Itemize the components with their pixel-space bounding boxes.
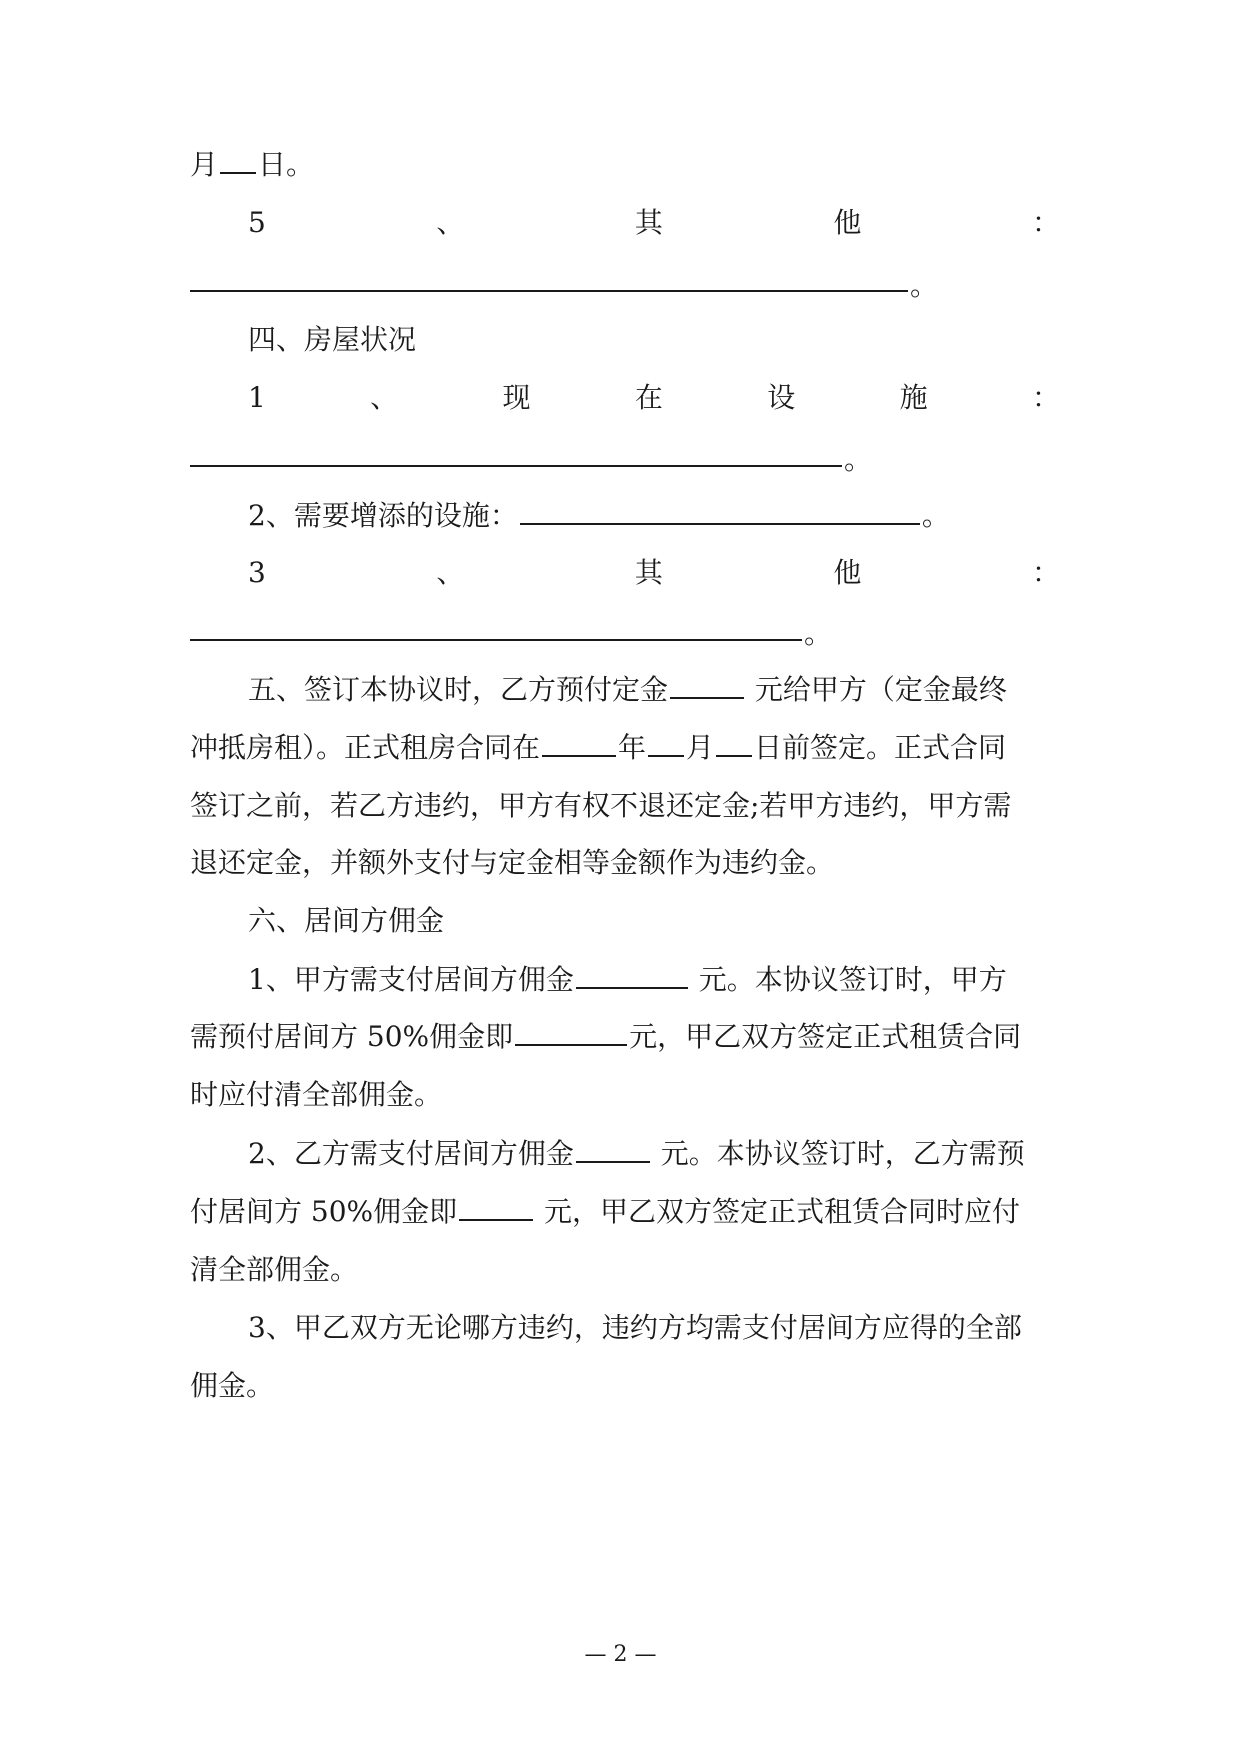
item6-1-text2: 元。本协议签订时，甲方 <box>698 963 1007 996</box>
month-text2: 月 <box>686 731 715 764</box>
item4-3-colon: ： <box>1031 556 1060 589</box>
item4-3-separator: 、 <box>436 556 465 589</box>
item5-period: 。 <box>910 269 939 302</box>
item5-colon: ： <box>1031 206 1060 239</box>
item4-1-colon: ： <box>1031 381 1060 414</box>
item4-3-number: 3 <box>248 556 266 589</box>
item6-2-text3: 付居间方 50%佣金即 <box>190 1195 458 1228</box>
item4-1-separator: 、 <box>370 381 399 414</box>
item4-1-fill-line[interactable] <box>190 465 842 467</box>
item6-1-text1: 1、甲方需支付居间方佣金 <box>248 963 574 996</box>
day-blank2[interactable] <box>716 731 752 757</box>
section5-line1 <box>248 670 1060 710</box>
year-text: 年 <box>618 731 647 764</box>
item6-1-text3: 需预付居间方 50%佣金即 <box>190 1020 514 1053</box>
party-b-commission-blank[interactable] <box>576 1137 650 1163</box>
item4-3-fill-line[interactable] <box>190 639 802 641</box>
section5-line2 <box>190 728 1060 768</box>
day-blank[interactable] <box>220 148 256 174</box>
section5-text3: 冲抵房租）。正式租房合同在 <box>190 731 541 764</box>
item4-3-word2: 他 <box>833 556 862 589</box>
section5-line3: 签订之前，若乙方违约，甲方有权不退还定金;若甲方违约，甲方需 <box>190 789 1012 822</box>
item4-1-line <box>248 378 1060 418</box>
year-blank[interactable] <box>542 731 616 757</box>
day-text: 日。 <box>258 148 315 181</box>
section6-item2-line3: 清全部佣金。 <box>190 1253 359 1286</box>
item6-2-text2: 元。本协议签订时，乙方需预 <box>660 1137 1025 1170</box>
page-number: — 2 — <box>584 1642 657 1667</box>
item5-number: 5 <box>248 206 266 239</box>
section6-item1-line2 <box>190 1017 1060 1057</box>
item4-1-word2: 在 <box>634 381 663 414</box>
item4-1-period: 。 <box>844 443 873 476</box>
deposit-blank[interactable] <box>670 673 744 699</box>
section4-title: 四、房屋状况 <box>248 323 417 356</box>
party-b-prepay-blank[interactable] <box>459 1195 533 1221</box>
section5-text1: 五、签订本协议时，乙方预付定金 <box>248 673 669 706</box>
item6-1-text4: 元，甲乙双方签定正式租赁合同 <box>629 1020 1022 1053</box>
item4-1-number: 1 <box>248 381 266 414</box>
section5-text2: 元给甲方（定金最终 <box>754 673 1007 706</box>
item5-separator: 、 <box>436 206 465 239</box>
month-text: 月 <box>190 148 219 181</box>
item5-line <box>248 203 1060 243</box>
item6-2-text1: 2、乙方需支付居间方佣金 <box>248 1137 574 1170</box>
item4-2-period: 。 <box>921 499 950 532</box>
item4-1-word3: 设 <box>767 381 796 414</box>
item4-3-word1: 其 <box>634 556 663 589</box>
item4-1-word1: 现 <box>502 381 531 414</box>
month-blank[interactable] <box>648 731 684 757</box>
section6-item1-line3: 时应付清全部佣金。 <box>190 1078 443 1111</box>
section6-item3-line1: 3、甲乙双方无论哪方违约，违约方均需支付居间方应得的全部 <box>248 1311 1022 1344</box>
section6-item1-line1 <box>248 960 1060 1000</box>
section5-line4: 退还定金，并额外支付与定金相等金额作为违约金。 <box>190 846 835 879</box>
item5-word2: 他 <box>833 206 862 239</box>
section6-item3-line2: 佣金。 <box>190 1369 275 1402</box>
item5-fill-line[interactable] <box>190 290 908 292</box>
section6-title: 六、居间方佣金 <box>248 904 445 937</box>
item4-3-period: 。 <box>804 617 833 650</box>
item4-2-line <box>248 496 1060 536</box>
month-day-line <box>190 145 1060 185</box>
item4-1-word4: 施 <box>899 381 928 414</box>
section5-text4: 日前签定。正式合同 <box>754 731 1007 764</box>
section6-item2-line1 <box>248 1134 1060 1174</box>
item4-2-text: 2、需要增添的设施： <box>248 499 518 532</box>
item4-3-line <box>248 553 1060 593</box>
party-a-commission-blank[interactable] <box>576 963 688 989</box>
item6-2-text4: 元，甲乙双方签定正式租赁合同时应付 <box>544 1195 1021 1228</box>
item5-word1: 其 <box>634 206 663 239</box>
party-a-prepay-blank[interactable] <box>515 1020 627 1046</box>
item4-2-blank[interactable] <box>520 499 920 525</box>
section6-item2-line2 <box>190 1192 1060 1232</box>
